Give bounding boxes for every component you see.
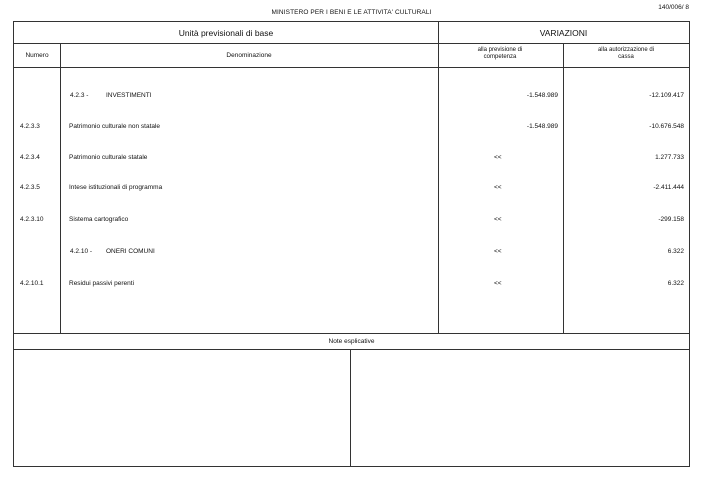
row-name: Patrimonio culturale statale (69, 154, 148, 161)
row-numero: 4.2.3.5 (20, 184, 40, 191)
variazioni-header: VARIAZIONI (539, 28, 588, 38)
row-cassa: 6.322 (667, 280, 684, 287)
budget-table (13, 21, 690, 467)
row-competenza: << (494, 216, 502, 223)
subheader-divider (14, 67, 689, 68)
numero-divider (60, 43, 61, 333)
table-bottom-divider (14, 333, 689, 334)
upb-header: Unità previsionali di base (178, 28, 274, 38)
row-competenza: << (494, 184, 502, 191)
document-code: 140/006/ 8 (658, 4, 689, 11)
row-code: 4.2.3 - (70, 92, 89, 99)
row-name: Residui passivi perenti (69, 280, 135, 287)
row-name: Intese istituzionali di programma (69, 184, 163, 191)
row-name: Sistema cartografico (69, 216, 129, 223)
row-competenza: << (494, 154, 502, 161)
row-name: ONERI COMUNI (106, 248, 155, 255)
row-cassa: -12.109.417 (649, 92, 684, 99)
cassa-header: alla autorizzazione di cassa (597, 47, 655, 60)
row-name: Patrimonio culturale non statale (69, 123, 161, 130)
row-competenza: << (494, 248, 502, 255)
row-numero: 4.2.3.4 (20, 154, 40, 161)
row-numero: 4.2.3.3 (20, 123, 40, 130)
competenza-cassa-divider (563, 43, 564, 333)
row-numero: 4.2.10.1 (20, 280, 44, 287)
competenza-header: alla previsione di competenza (477, 47, 523, 60)
row-competenza: << (494, 280, 502, 287)
row-cassa: 1.277.733 (655, 154, 684, 161)
row-name: INVESTIMENTI (106, 92, 152, 99)
ministry-title: MINISTERO PER I BENI E LE ATTIVITA' CULTURALI (271, 9, 432, 16)
row-cassa: -10.676.548 (649, 123, 684, 130)
row-competenza: -1.548.989 (526, 123, 558, 130)
row-cassa: 6.322 (667, 248, 684, 255)
notes-right-box (351, 350, 689, 466)
notes-left-box (14, 350, 350, 466)
row-cassa: -299.158 (658, 216, 684, 223)
denominazione-header: Denominazione (226, 52, 272, 59)
row-numero: 4.2.3.10 (20, 216, 44, 223)
upb-variazioni-divider (438, 22, 439, 333)
numero-header: Numero (25, 52, 49, 59)
row-code: 4.2.10 - (70, 248, 93, 255)
row-competenza: -1.548.989 (526, 92, 558, 99)
notes-title: Note esplicative (328, 338, 375, 345)
row-cassa: -2.411.444 (653, 184, 684, 191)
header-divider (14, 43, 689, 44)
